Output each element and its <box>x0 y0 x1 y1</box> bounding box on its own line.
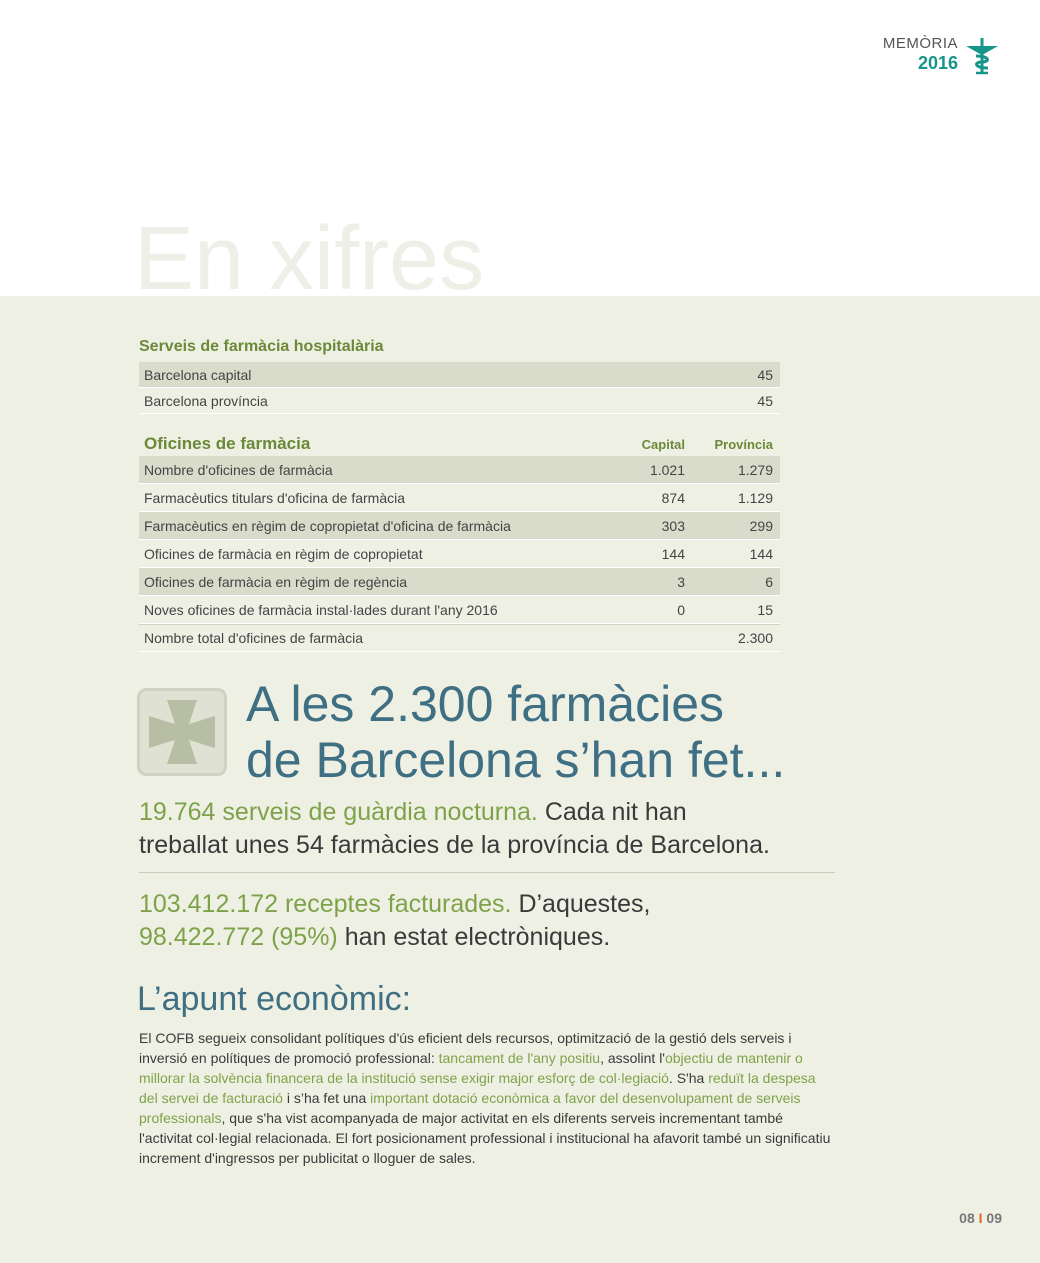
apunt-title: L’apunt econòmic: <box>137 980 412 1018</box>
hospital-section-title: Serveis de farmàcia hospitalària <box>139 338 384 355</box>
divider <box>139 872 835 873</box>
logo-title: MEMÒRIA <box>882 35 958 52</box>
headline: A les 2.300 farmàcies de Barcelona s’han fet... <box>246 676 786 788</box>
page-number: 08 I 09 <box>959 1210 1002 1226</box>
offices-section-title: Oficines de farmàcia <box>144 434 311 453</box>
pharmacy-cross-icon <box>137 688 227 776</box>
column-header-provincia: Província <box>714 436 773 452</box>
offices-table <box>139 456 780 652</box>
table-row: Noves oficines de farmàcia instal·lades durant l'any 2016 0 15 <box>139 596 780 624</box>
offices-table-header <box>139 432 780 456</box>
logo-year: 2016 <box>917 53 958 73</box>
table-row: Nombre d'oficines de farmàcia 1.021 1.279 <box>139 456 780 484</box>
guardia-stat: 19.764 serveis de guàrdia nocturna. Cada nit han treballat unes 54 farmàcies de la província de Barcelona. <box>139 798 770 859</box>
apunt-body: El COFB segueix consolidant polítiques d'ús eficient dels recursos, optimització de la gestió dels serveis i inversió en polítiques de promoció professional: tancament de l'any positiu, assolint l'objectiu de mantenir o millorar la solvència financera de la institució sense exigir major esforç de col·legiació. S'ha reduït la despesa del servei de facturació i s’ha fet una important dotació econòmica a favor del desenvolupament de serveis professionals, que s'ha vist acompanyada de major activitat en els diferents serveis incrementant també l'activitat col·legial relacionada. El fort posicionament professional i institucional ha afavorit també un significatiu increment d'ingressos per publicitat o lloguer de sales. <box>139 1030 831 1166</box>
hospital-table <box>139 362 780 414</box>
table-row: Barcelona província 45 <box>139 388 780 414</box>
pharmacy-caduceus-icon <box>962 36 1002 76</box>
table-row: Oficines de farmàcia en règim de regència 3 6 <box>139 568 780 596</box>
page-title: En xifres <box>134 209 485 309</box>
header-logo <box>883 36 1002 76</box>
table-row: Oficines de farmàcia en règim de copropietat 144 144 <box>139 540 780 568</box>
table-total-row: Nombre total d'oficines de farmàcia 2.300 <box>139 624 780 652</box>
table-row: Barcelona capital 45 <box>139 362 780 388</box>
table-row: Farmacèutics titulars d'oficina de farmàcia 874 1.129 <box>139 484 780 512</box>
column-header-capital: Capital <box>641 436 685 452</box>
table-row: Farmacèutics en règim de copropietat d'oficina de farmàcia 303 299 <box>139 512 780 540</box>
receptes-stat: 103.412.172 receptes facturades. D’aquestes, 98.422.772 (95%) han estat electròniques. <box>139 890 651 951</box>
